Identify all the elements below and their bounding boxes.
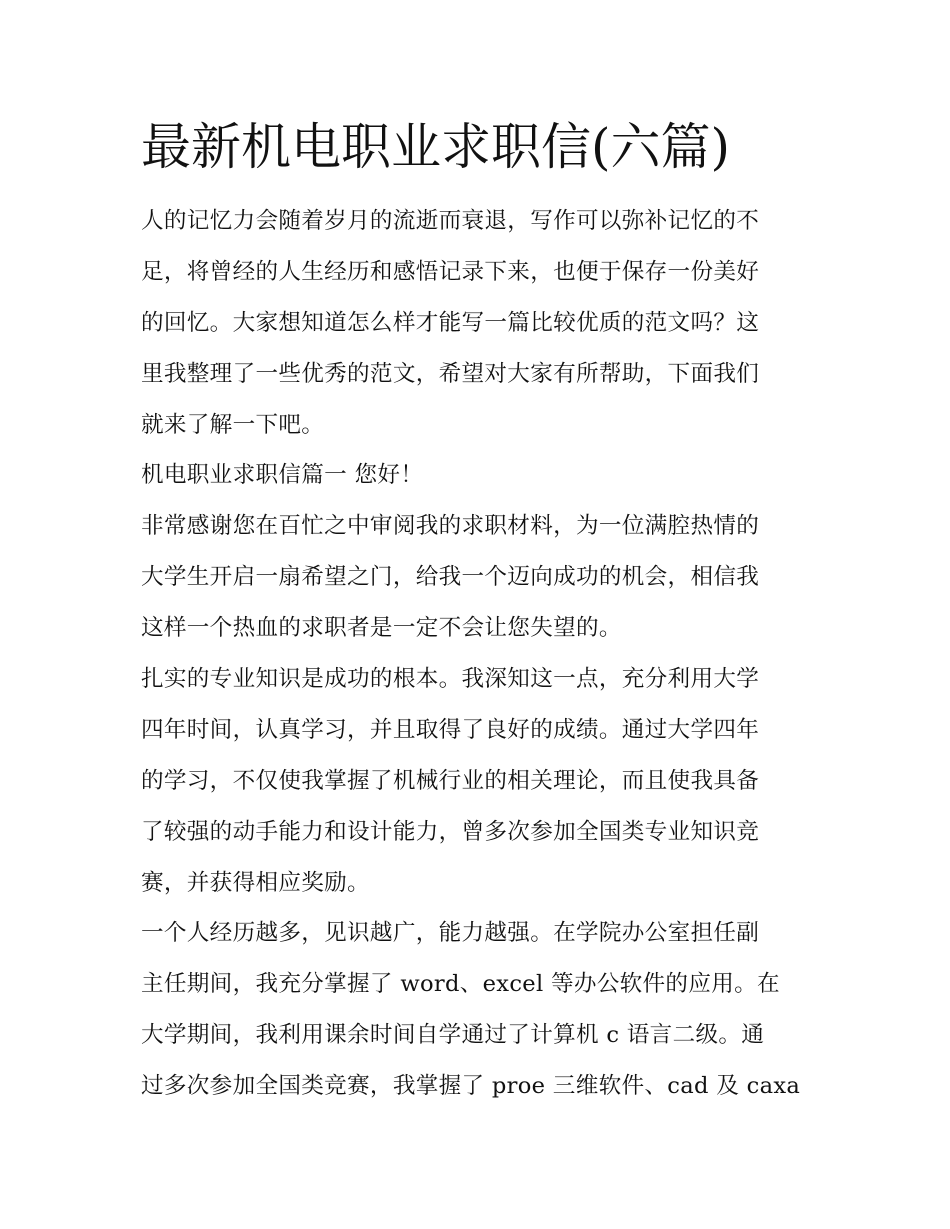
text-line: 这样一个热血的求职者是一定不会让您失望的。	[141, 615, 622, 642]
text-line: 人的记忆力会随着岁月的流逝而衰退，写作可以弥补记忆的不	[141, 208, 760, 234]
intro-paragraph	[141, 196, 821, 450]
text-line: 了较强的动手能力和设计能力，曾多次参加全国类专业知识竞	[141, 818, 760, 845]
text-line: 大学期间，我利用课余时间自学通过了计算机 c 语言二级。通	[141, 1022, 765, 1049]
section-heading-text: 机电职业求职信篇一 您好！	[141, 462, 424, 489]
text-line: 大学生开启一扇希望之门，给我一个迈向成功的机会，相信我	[141, 564, 760, 591]
document-title: 最新机电职业求职信(六篇)	[141, 118, 731, 176]
text-line: 扎实的专业知识是成功的根本。我深知这一点，充分利用大学	[141, 666, 760, 693]
text-line: 就来了解一下吧。	[141, 411, 325, 438]
text-line: 主任期间，我充分掌握了 word、excel 等办公软件的应用。在	[141, 971, 780, 998]
body-paragraph-2	[141, 654, 821, 908]
text-line: 的回忆。大家想知道怎么样才能写一篇比较优质的范文吗？这	[141, 309, 760, 336]
text-line: 里我整理了一些优秀的范文，希望对大家有所帮助，下面我们	[141, 360, 760, 387]
text-line: 一个人经历越多，见识越广，能力越强。在学院办公室担任副	[141, 920, 760, 947]
text-line: 的学习，不仅使我掌握了机械行业的相关理论，而且使我具备	[141, 767, 760, 794]
document-body	[141, 196, 821, 1112]
text-line: 非常感谢您在百忙之中审阅我的求职材料，为一位满腔热情的	[141, 513, 760, 540]
text-line: 足，将曾经的人生经历和感悟记录下来，也便于保存一份美好	[141, 258, 760, 285]
body-paragraph-3	[141, 908, 821, 1112]
text-line: 过多次参加全国类竞赛，我掌握了 proe 三维软件、cad 及 caxa	[141, 1073, 801, 1100]
text-line: 赛，并获得相应奖励。	[141, 869, 370, 896]
text-line: 四年时间，认真学习，并且取得了良好的成绩。通过大学四年	[141, 716, 760, 743]
section-heading	[141, 450, 821, 501]
body-paragraph-1	[141, 501, 821, 654]
